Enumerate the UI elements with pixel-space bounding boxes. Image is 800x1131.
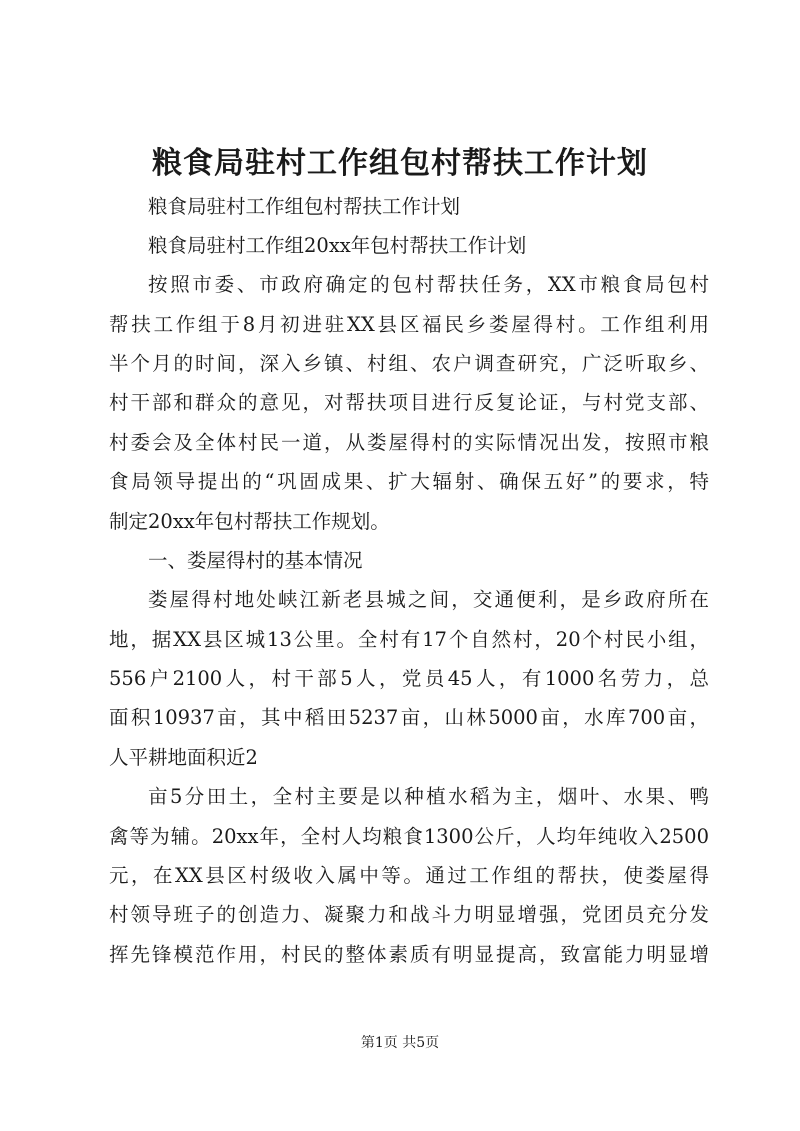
text-line: 地，据XX县区城13公里。全村有17个自然村，20个村民小组， — [109, 628, 709, 651]
text-line: 村委会及全体村民一道，从娄屋得村的实际情况出发，按照市粮 — [109, 431, 709, 454]
page-footer: 第1页 共5页 — [360, 1035, 440, 1051]
text-line: 挥先锋模范作用，村民的整体素质有明显提高，致富能力明显增 — [109, 943, 709, 966]
text-line: 按照市委、市政府确定的包村帮扶任务，XX市粮食局包村 — [148, 273, 709, 296]
subtitle-line: 粮食局驻村工作组20xx年包村帮扶工作计划 — [148, 234, 527, 257]
text-line: 禽等为辅。20xx年，全村人均粮食1300公斤，人均年纯收入2500 — [109, 825, 709, 848]
text-line: 食局领导提出的“巩固成果、扩大辐射、确保五好”的要求，特 — [109, 470, 709, 493]
text-line: 半个月的时间，深入乡镇、村组、农户调查研究，广泛听取乡、 — [109, 352, 709, 375]
page-title: 粮食局驻村工作组包村帮扶工作计划 — [152, 146, 648, 181]
text-line: 村领导班子的创造力、凝聚力和战斗力明显增强，党团员充分发 — [109, 903, 709, 926]
section-heading: 一、娄屋得村的基本情况 — [148, 549, 363, 572]
text-line: 帮扶工作组于8月初进驻XX县区福民乡娄屋得村。工作组利用 — [109, 313, 709, 336]
text-line: 亩5分田土，全村主要是以种植水稻为主，烟叶、水果、鸭 — [148, 785, 709, 808]
text-line: 元，在XX县区村级收入属中等。通过工作组的帮扶，使娄屋得 — [109, 864, 709, 887]
text-line: 村干部和群众的意见，对帮扶项目进行反复论证，与村党支部、 — [109, 391, 709, 414]
text-line: 娄屋得村地处峡江新老县城之间，交通便利，是乡政府所在 — [148, 588, 709, 611]
text-line: 556户2100人，村干部5人，党员45人，有1000名劳力，总 — [109, 667, 709, 690]
text-line: 面积10937亩，其中稻田5237亩，山林5000亩，水库700亩， — [109, 706, 709, 729]
text-line: 制定20xx年包村帮扶工作规划。 — [109, 510, 390, 533]
subtitle-line: 粮食局驻村工作组包村帮扶工作计划 — [148, 195, 461, 218]
text-line: 人平耕地面积近2 — [109, 746, 258, 769]
